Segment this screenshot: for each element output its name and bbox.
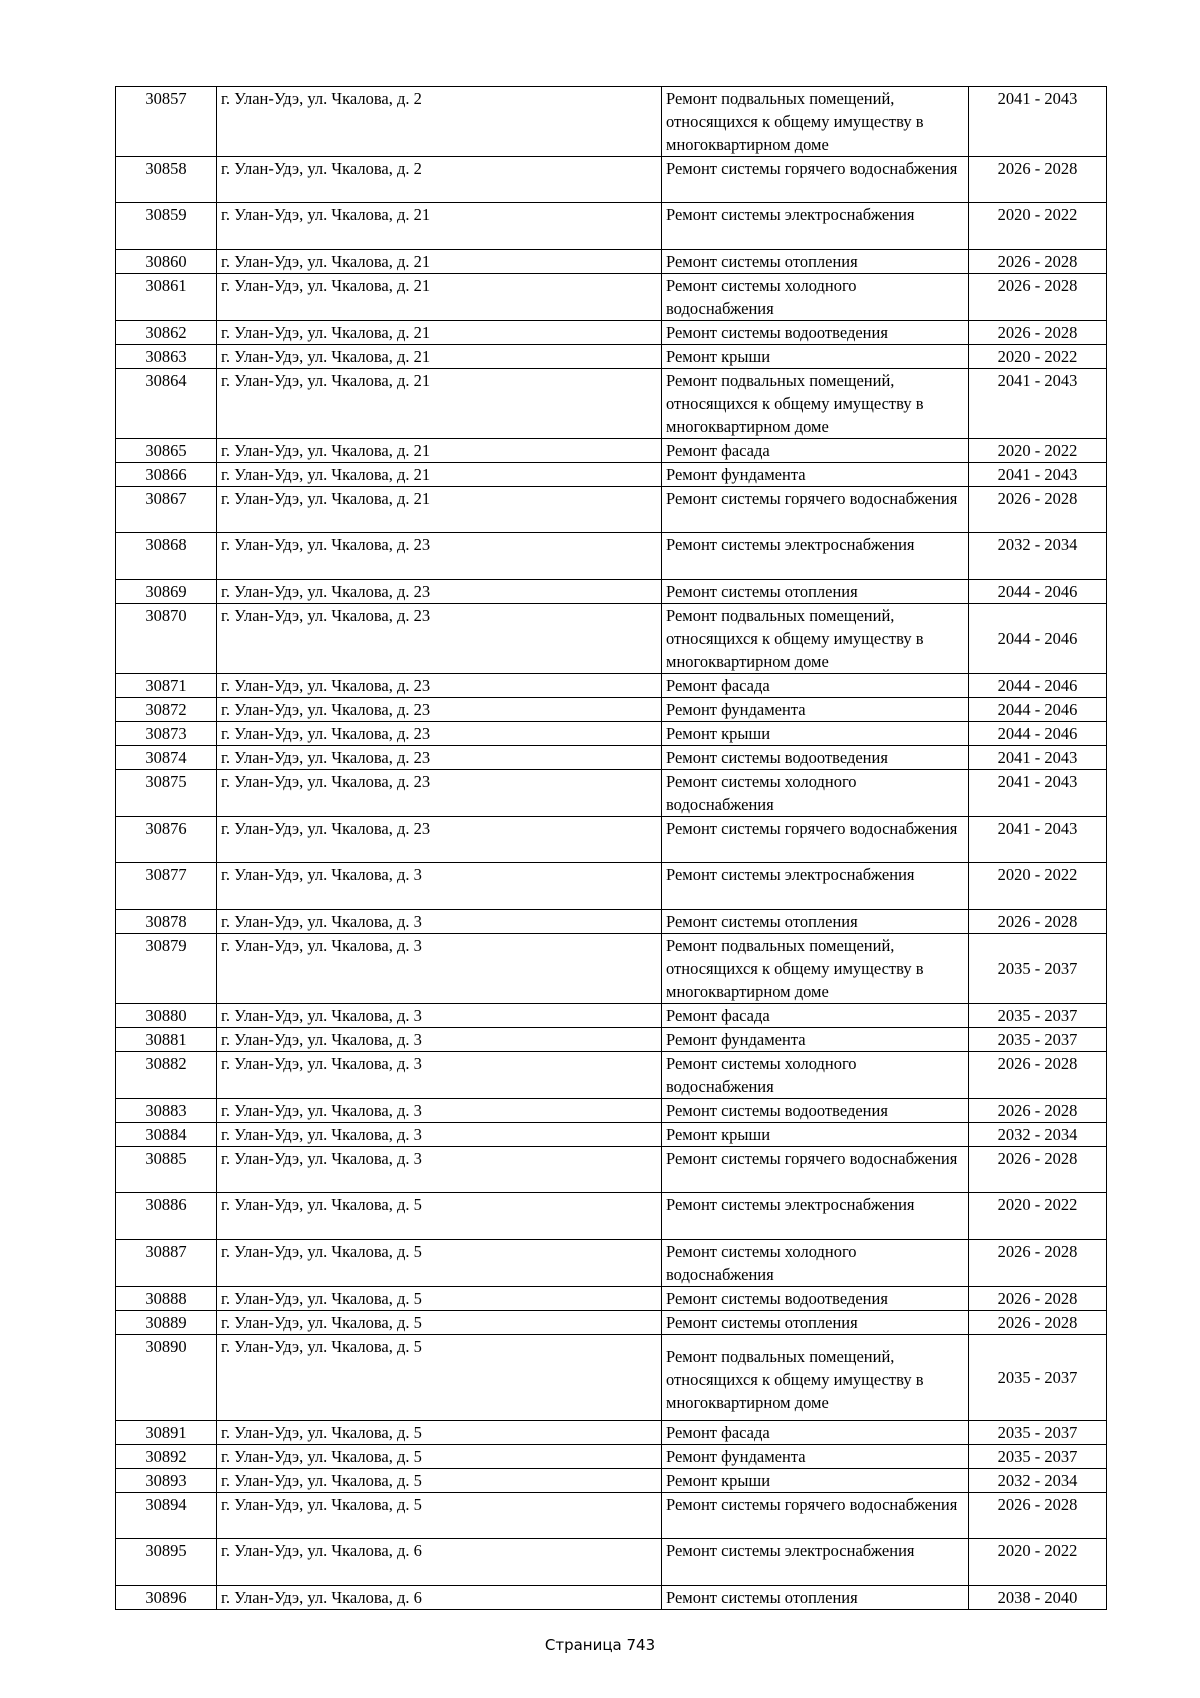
row-id-cell: 30865 <box>116 439 217 463</box>
address-cell: г. Улан-Удэ, ул. Чкалова, д. 2 <box>217 87 662 157</box>
address-cell: г. Улан-Удэ, ул. Чкалова, д. 6 <box>217 1539 662 1586</box>
table-row <box>116 274 1107 321</box>
table-row <box>116 487 1107 533</box>
table-row <box>116 1193 1107 1240</box>
row-id-cell: 30880 <box>116 1004 217 1028</box>
years-cell: 2020 - 2022 <box>969 345 1107 369</box>
work-type-cell: Ремонт фасада <box>662 1421 969 1445</box>
address-cell: г. Улан-Удэ, ул. Чкалова, д. 21 <box>217 345 662 369</box>
table-row <box>116 1123 1107 1147</box>
row-id-cell: 30893 <box>116 1469 217 1493</box>
address-cell: г. Улан-Удэ, ул. Чкалова, д. 21 <box>217 439 662 463</box>
table-row <box>116 1469 1107 1493</box>
work-type-cell: Ремонт подвальных помещений, относящихся к общему имуществу в многоквартирном доме <box>662 369 969 439</box>
years-cell: 2035 - 2037 <box>969 934 1107 1004</box>
address-cell: г. Улан-Удэ, ул. Чкалова, д. 3 <box>217 1099 662 1123</box>
row-id-cell: 30869 <box>116 580 217 604</box>
capital-repair-table <box>115 86 1107 1610</box>
row-id-cell: 30857 <box>116 87 217 157</box>
table-row <box>116 580 1107 604</box>
work-type-cell: Ремонт системы холодного водоснабжения <box>662 770 969 817</box>
work-type-cell: Ремонт системы холодного водоснабжения <box>662 274 969 321</box>
work-type-cell: Ремонт системы горячего водоснабжения <box>662 487 969 533</box>
table-row <box>116 533 1107 580</box>
address-cell: г. Улан-Удэ, ул. Чкалова, д. 3 <box>217 863 662 910</box>
work-type-cell: Ремонт системы горячего водоснабжения <box>662 157 969 203</box>
table-row <box>116 345 1107 369</box>
work-type-cell: Ремонт системы холодного водоснабжения <box>662 1240 969 1287</box>
years-cell: 2026 - 2028 <box>969 250 1107 274</box>
years-cell: 2044 - 2046 <box>969 674 1107 698</box>
table-row <box>116 698 1107 722</box>
address-cell: г. Улан-Удэ, ул. Чкалова, д. 3 <box>217 1123 662 1147</box>
years-cell: 2041 - 2043 <box>969 369 1107 439</box>
address-cell: г. Улан-Удэ, ул. Чкалова, д. 21 <box>217 250 662 274</box>
address-cell: г. Улан-Удэ, ул. Чкалова, д. 21 <box>217 369 662 439</box>
address-cell: г. Улан-Удэ, ул. Чкалова, д. 23 <box>217 580 662 604</box>
work-type-cell: Ремонт системы горячего водоснабжения <box>662 817 969 863</box>
work-type-cell: Ремонт системы электроснабжения <box>662 863 969 910</box>
work-type-cell: Ремонт системы горячего водоснабжения <box>662 1493 969 1539</box>
table-row <box>116 1287 1107 1311</box>
years-cell: 2035 - 2037 <box>969 1004 1107 1028</box>
table-row <box>116 463 1107 487</box>
work-type-cell: Ремонт фасада <box>662 439 969 463</box>
address-cell: г. Улан-Удэ, ул. Чкалова, д. 6 <box>217 1586 662 1610</box>
years-cell: 2026 - 2028 <box>969 274 1107 321</box>
work-type-cell: Ремонт подвальных помещений, относящихся к общему имуществу в многоквартирном доме <box>662 1335 969 1421</box>
work-type-cell: Ремонт системы отопления <box>662 910 969 934</box>
address-cell: г. Улан-Удэ, ул. Чкалова, д. 5 <box>217 1240 662 1287</box>
years-cell: 2041 - 2043 <box>969 817 1107 863</box>
years-cell: 2026 - 2028 <box>969 1147 1107 1193</box>
row-id-cell: 30896 <box>116 1586 217 1610</box>
row-id-cell: 30882 <box>116 1052 217 1099</box>
row-id-cell: 30889 <box>116 1311 217 1335</box>
years-cell: 2035 - 2037 <box>969 1028 1107 1052</box>
years-cell: 2041 - 2043 <box>969 463 1107 487</box>
work-type-cell: Ремонт системы электроснабжения <box>662 1539 969 1586</box>
years-cell: 2044 - 2046 <box>969 698 1107 722</box>
table-row <box>116 746 1107 770</box>
address-cell: г. Улан-Удэ, ул. Чкалова, д. 5 <box>217 1445 662 1469</box>
address-cell: г. Улан-Удэ, ул. Чкалова, д. 21 <box>217 463 662 487</box>
table-row <box>116 1099 1107 1123</box>
work-type-cell: Ремонт системы отопления <box>662 580 969 604</box>
years-cell: 2026 - 2028 <box>969 1493 1107 1539</box>
address-cell: г. Улан-Удэ, ул. Чкалова, д. 23 <box>217 770 662 817</box>
row-id-cell: 30892 <box>116 1445 217 1469</box>
table-row <box>116 934 1107 1004</box>
row-id-cell: 30884 <box>116 1123 217 1147</box>
address-cell: г. Улан-Удэ, ул. Чкалова, д. 3 <box>217 910 662 934</box>
row-id-cell: 30870 <box>116 604 217 674</box>
table-body <box>116 87 1107 1610</box>
address-cell: г. Улан-Удэ, ул. Чкалова, д. 23 <box>217 746 662 770</box>
table-row <box>116 1445 1107 1469</box>
address-cell: г. Улан-Удэ, ул. Чкалова, д. 21 <box>217 487 662 533</box>
years-cell: 2020 - 2022 <box>969 439 1107 463</box>
address-cell: г. Улан-Удэ, ул. Чкалова, д. 3 <box>217 1147 662 1193</box>
row-id-cell: 30888 <box>116 1287 217 1311</box>
address-cell: г. Улан-Удэ, ул. Чкалова, д. 23 <box>217 674 662 698</box>
years-cell: 2044 - 2046 <box>969 604 1107 674</box>
row-id-cell: 30861 <box>116 274 217 321</box>
years-cell: 2041 - 2043 <box>969 746 1107 770</box>
address-cell: г. Улан-Удэ, ул. Чкалова, д. 5 <box>217 1287 662 1311</box>
address-cell: г. Улан-Удэ, ул. Чкалова, д. 23 <box>217 533 662 580</box>
years-cell: 2026 - 2028 <box>969 487 1107 533</box>
row-id-cell: 30895 <box>116 1539 217 1586</box>
work-type-cell: Ремонт системы горячего водоснабжения <box>662 1147 969 1193</box>
years-cell: 2026 - 2028 <box>969 1240 1107 1287</box>
table-row <box>116 1421 1107 1445</box>
address-cell: г. Улан-Удэ, ул. Чкалова, д. 5 <box>217 1335 662 1421</box>
table-row <box>116 1311 1107 1335</box>
table-row <box>116 910 1107 934</box>
years-cell: 2044 - 2046 <box>969 722 1107 746</box>
address-cell: г. Улан-Удэ, ул. Чкалова, д. 5 <box>217 1311 662 1335</box>
table-row <box>116 674 1107 698</box>
work-type-cell: Ремонт фундамента <box>662 698 969 722</box>
years-cell: 2026 - 2028 <box>969 1099 1107 1123</box>
address-cell: г. Улан-Удэ, ул. Чкалова, д. 21 <box>217 321 662 345</box>
years-cell: 2020 - 2022 <box>969 1539 1107 1586</box>
address-cell: г. Улан-Удэ, ул. Чкалова, д. 21 <box>217 274 662 321</box>
table-row <box>116 1052 1107 1099</box>
table-row <box>116 1147 1107 1193</box>
years-cell: 2032 - 2034 <box>969 1469 1107 1493</box>
address-cell: г. Улан-Удэ, ул. Чкалова, д. 3 <box>217 1052 662 1099</box>
work-type-cell: Ремонт фасада <box>662 674 969 698</box>
work-type-cell: Ремонт подвальных помещений, относящихся к общему имуществу в многоквартирном доме <box>662 934 969 1004</box>
address-cell: г. Улан-Удэ, ул. Чкалова, д. 2 <box>217 157 662 203</box>
years-cell: 2032 - 2034 <box>969 1123 1107 1147</box>
address-cell: г. Улан-Удэ, ул. Чкалова, д. 23 <box>217 604 662 674</box>
row-id-cell: 30876 <box>116 817 217 863</box>
work-type-cell: Ремонт системы отопления <box>662 1586 969 1610</box>
work-type-cell: Ремонт крыши <box>662 345 969 369</box>
table-row <box>116 1240 1107 1287</box>
years-cell: 2020 - 2022 <box>969 203 1107 250</box>
years-cell: 2038 - 2040 <box>969 1586 1107 1610</box>
row-id-cell: 30864 <box>116 369 217 439</box>
work-type-cell: Ремонт системы холодного водоснабжения <box>662 1052 969 1099</box>
row-id-cell: 30858 <box>116 157 217 203</box>
work-type-cell: Ремонт фасада <box>662 1004 969 1028</box>
years-cell: 2026 - 2028 <box>969 910 1107 934</box>
years-cell: 2035 - 2037 <box>969 1335 1107 1421</box>
row-id-cell: 30887 <box>116 1240 217 1287</box>
work-type-cell: Ремонт фундамента <box>662 463 969 487</box>
address-cell: г. Улан-Удэ, ул. Чкалова, д. 23 <box>217 817 662 863</box>
work-type-cell: Ремонт системы водоотведения <box>662 746 969 770</box>
table-row <box>116 1586 1107 1610</box>
years-cell: 2026 - 2028 <box>969 1287 1107 1311</box>
table-row <box>116 203 1107 250</box>
address-cell: г. Улан-Удэ, ул. Чкалова, д. 3 <box>217 1004 662 1028</box>
address-cell: г. Улан-Удэ, ул. Чкалова, д. 5 <box>217 1421 662 1445</box>
address-cell: г. Улан-Удэ, ул. Чкалова, д. 3 <box>217 934 662 1004</box>
years-cell: 2041 - 2043 <box>969 770 1107 817</box>
work-type-cell: Ремонт крыши <box>662 722 969 746</box>
address-cell: г. Улан-Удэ, ул. Чкалова, д. 5 <box>217 1469 662 1493</box>
work-type-cell: Ремонт крыши <box>662 1123 969 1147</box>
work-type-cell: Ремонт системы отопления <box>662 250 969 274</box>
years-cell: 2035 - 2037 <box>969 1445 1107 1469</box>
address-cell: г. Улан-Удэ, ул. Чкалова, д. 5 <box>217 1193 662 1240</box>
row-id-cell: 30874 <box>116 746 217 770</box>
row-id-cell: 30860 <box>116 250 217 274</box>
work-type-cell: Ремонт системы водоотведения <box>662 1099 969 1123</box>
row-id-cell: 30890 <box>116 1335 217 1421</box>
row-id-cell: 30883 <box>116 1099 217 1123</box>
table-row <box>116 439 1107 463</box>
row-id-cell: 30885 <box>116 1147 217 1193</box>
row-id-cell: 30871 <box>116 674 217 698</box>
row-id-cell: 30886 <box>116 1193 217 1240</box>
years-cell: 2026 - 2028 <box>969 1052 1107 1099</box>
years-cell: 2026 - 2028 <box>969 321 1107 345</box>
row-id-cell: 30868 <box>116 533 217 580</box>
row-id-cell: 30862 <box>116 321 217 345</box>
years-cell: 2032 - 2034 <box>969 533 1107 580</box>
years-cell: 2035 - 2037 <box>969 1421 1107 1445</box>
row-id-cell: 30859 <box>116 203 217 250</box>
address-cell: г. Улан-Удэ, ул. Чкалова, д. 23 <box>217 722 662 746</box>
table-row <box>116 1004 1107 1028</box>
row-id-cell: 30866 <box>116 463 217 487</box>
row-id-cell: 30875 <box>116 770 217 817</box>
row-id-cell: 30891 <box>116 1421 217 1445</box>
work-type-cell: Ремонт системы водоотведения <box>662 321 969 345</box>
row-id-cell: 30878 <box>116 910 217 934</box>
table-row <box>116 1539 1107 1586</box>
table-row <box>116 604 1107 674</box>
address-cell: г. Улан-Удэ, ул. Чкалова, д. 3 <box>217 1028 662 1052</box>
table-row <box>116 157 1107 203</box>
row-id-cell: 30863 <box>116 345 217 369</box>
table-row <box>116 1335 1107 1421</box>
table-row <box>116 722 1107 746</box>
address-cell: г. Улан-Удэ, ул. Чкалова, д. 21 <box>217 203 662 250</box>
table-row <box>116 369 1107 439</box>
years-cell: 2041 - 2043 <box>969 87 1107 157</box>
address-cell: г. Улан-Удэ, ул. Чкалова, д. 23 <box>217 698 662 722</box>
row-id-cell: 30879 <box>116 934 217 1004</box>
work-type-cell: Ремонт системы электроснабжения <box>662 1193 969 1240</box>
table-row <box>116 863 1107 910</box>
years-cell: 2026 - 2028 <box>969 157 1107 203</box>
table-row <box>116 1493 1107 1539</box>
work-type-cell: Ремонт подвальных помещений, относящихся к общему имуществу в многоквартирном доме <box>662 604 969 674</box>
years-cell: 2020 - 2022 <box>969 863 1107 910</box>
work-type-cell: Ремонт крыши <box>662 1469 969 1493</box>
row-id-cell: 30873 <box>116 722 217 746</box>
table-row <box>116 321 1107 345</box>
work-type-cell: Ремонт системы водоотведения <box>662 1287 969 1311</box>
page-number: Страница 743 <box>544 1636 656 1654</box>
address-cell: г. Улан-Удэ, ул. Чкалова, д. 5 <box>217 1493 662 1539</box>
work-type-cell: Ремонт системы электроснабжения <box>662 533 969 580</box>
work-type-cell: Ремонт системы отопления <box>662 1311 969 1335</box>
row-id-cell: 30872 <box>116 698 217 722</box>
work-type-cell: Ремонт фундамента <box>662 1445 969 1469</box>
years-cell: 2020 - 2022 <box>969 1193 1107 1240</box>
years-cell: 2026 - 2028 <box>969 1311 1107 1335</box>
work-type-cell: Ремонт системы электроснабжения <box>662 203 969 250</box>
table-row <box>116 250 1107 274</box>
work-type-cell: Ремонт подвальных помещений, относящихся к общему имуществу в многоквартирном доме <box>662 87 969 157</box>
table-row <box>116 87 1107 157</box>
table-row <box>116 817 1107 863</box>
row-id-cell: 30877 <box>116 863 217 910</box>
work-type-cell: Ремонт фундамента <box>662 1028 969 1052</box>
row-id-cell: 30894 <box>116 1493 217 1539</box>
table-row <box>116 770 1107 817</box>
row-id-cell: 30867 <box>116 487 217 533</box>
years-cell: 2044 - 2046 <box>969 580 1107 604</box>
table-row <box>116 1028 1107 1052</box>
row-id-cell: 30881 <box>116 1028 217 1052</box>
